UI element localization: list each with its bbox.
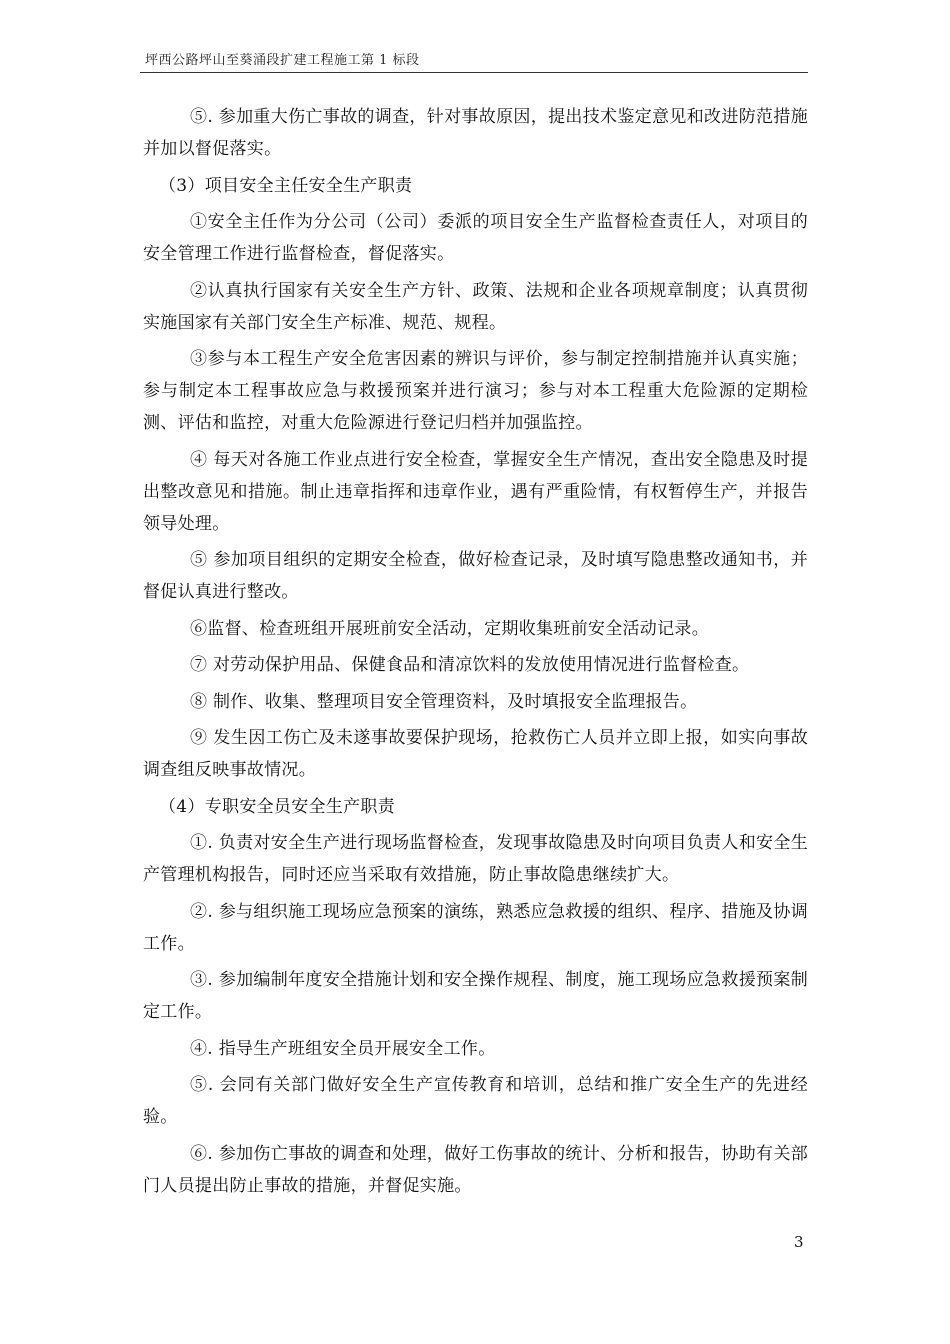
paragraph: ④ 每天对各施工作业点进行安全检查，掌握安全生产情况，查出安全隐患及时提出整改意见和措施。制止违章指挥和违章作业，遇有严重险情，有权暂停生产，并报告领导处理。 (143, 449, 808, 534)
running-header: 坪西公路坪山至葵涌段扩建工程施工第 1 标段 (145, 53, 420, 68)
paragraph: ⑥. 参加伤亡事故的调查和处理，做好工伤事故的统计、分析和报告，协助有关部门人员提出防止事故的措施，并督促实施。 (143, 1143, 808, 1196)
section-heading: （4）专职安全员安全生产职责 (159, 796, 396, 817)
paragraph: ⑨ 发生因工伤亡及未遂事故要保护现场，抢救伤亡人员并立即上报，如实向事故调查组反映事故情况。 (143, 728, 808, 780)
paragraph: ②认真执行国家有关安全生产方针、政策、法规和企业各项规章制度；认真贯彻实施国家有关部门安全生产标准、规范、规程。 (143, 280, 808, 333)
paragraph: ③. 参加编制年度安全措施计划和安全操作规程、制度，施工现场应急救援预案制定工作。 (143, 970, 808, 1022)
page-number: 3 (794, 1233, 804, 1251)
paragraph: ⑤. 参加重大伤亡事故的调查，针对事故原因，提出技术鉴定意见和改进防范措施并加以督促落实。 (143, 107, 808, 159)
paragraph: ①安全主任作为分公司（公司）委派的项目安全生产监督检查责任人，对项目的安全管理工作进行监督检查，督促落实。 (143, 212, 808, 264)
paragraph: ⑤ 参加项目组织的定期安全检查，做好检查记录，及时填写隐患整改通知书，并督促认真进行整改。 (143, 550, 808, 602)
paragraph: ①. 负责对安全生产进行现场监督检查，发现事故隐患及时向项目负责人和安全生产管理机构报告，同时还应当采取有效措施，防止事故隐患继续扩大。 (143, 833, 808, 885)
section-heading: （3）项目安全主任安全生产职责 (159, 175, 413, 196)
paragraph: ⑥监督、检查班组开展班前安全活动，定期收集班前安全活动记录。 (190, 618, 709, 639)
paragraph: ④. 指导生产班组安全员开展安全工作。 (190, 1038, 496, 1059)
paragraph: ⑤. 会同有关部门做好安全生产宣传教育和培训，总结和推广安全生产的先进经验。 (143, 1075, 808, 1127)
document-body (143, 101, 808, 1206)
header-rule (140, 72, 808, 73)
paragraph: ③参与本工程生产安全危害因素的辨识与评价，参与制定控制措施并认真实施；参与制定本工程事故应急与救援预案并进行演习；参与对本工程重大危险源的定期检测、评估和监控，对重大危险源进行登记归档并加强监控。 (143, 349, 808, 433)
paragraph: ②. 参与组织施工现场应急预案的演练，熟悉应急救援的组织、程序、措施及协调工作。 (143, 901, 808, 954)
paragraph: ⑧ 制作、收集、整理项目安全管理资料，及时填报安全监理报告。 (190, 691, 698, 712)
paragraph: ⑦ 对劳动保护用品、保健食品和清凉饮料的发放使用情况进行监督检查。 (190, 655, 750, 675)
